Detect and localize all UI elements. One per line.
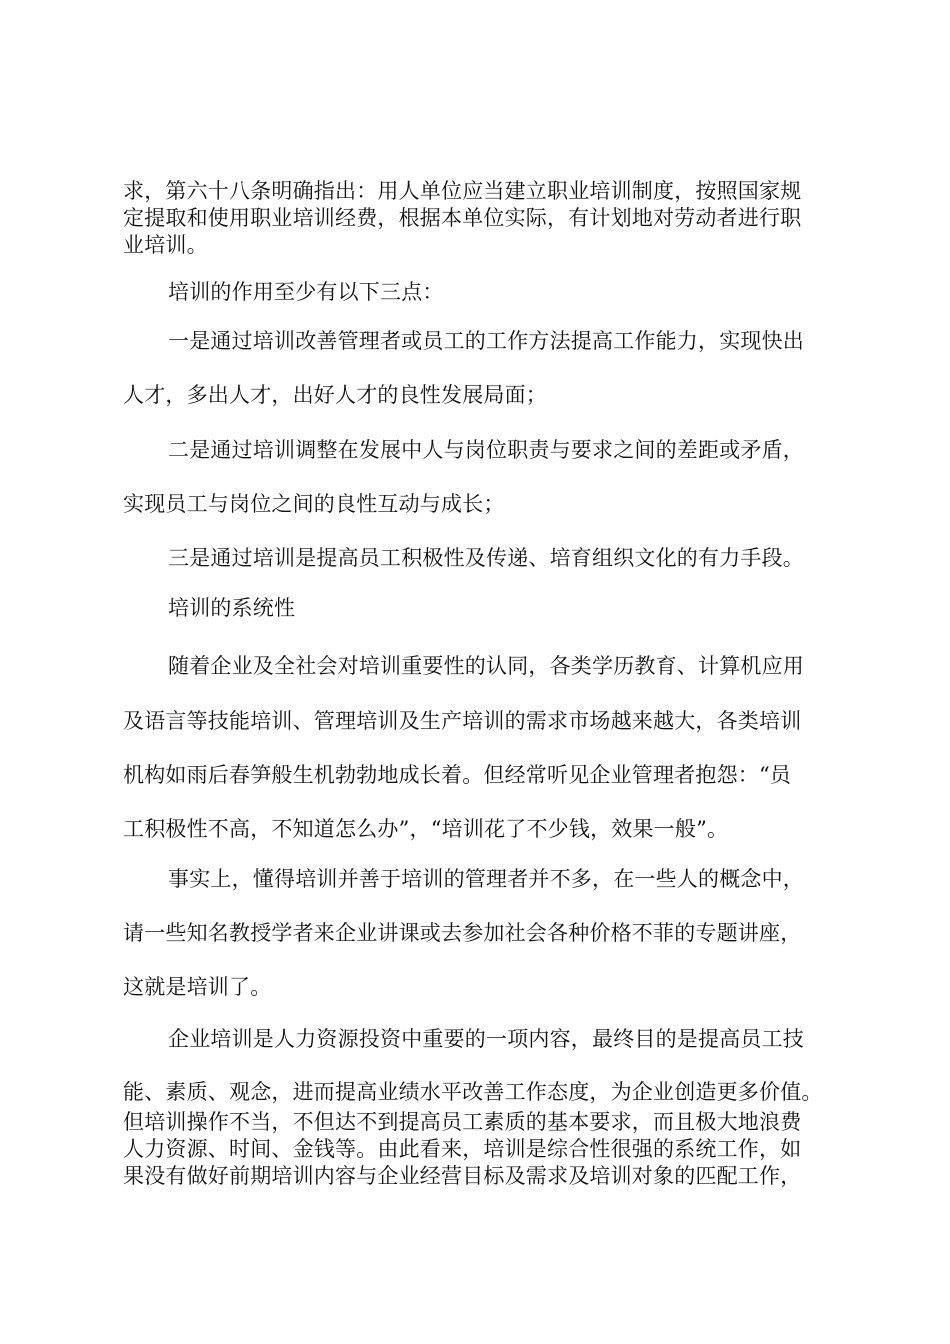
text-line: 二是通过培训调整在发展中人与岗位职责与要求之间的差距或矛盾， (168, 438, 804, 462)
text-line: 这就是培训了。 (123, 975, 272, 999)
text-line: 事实上，懂得培训并善于培训的管理者并不多，在一些人的概念中， (168, 867, 804, 891)
paragraph-three: 三是通过培训是提高员工积极性及传递、培育组织文化的有力手段。 (168, 546, 804, 570)
text-line: 请一些知名教授学者来企业讲课或去参加社会各种价格不菲的专题讲座， (123, 921, 802, 945)
text-line: 能、素质、观念，进而提高业绩水平改善工作态度，为企业创造更多价值。 (123, 1080, 823, 1104)
section-heading: 培训的系统性 (168, 596, 296, 620)
text-line: 果没有做好前期培训内容与企业经营目标及需求及培训对象的匹配工作， (123, 1164, 802, 1188)
text-line: 业培训。 (123, 233, 208, 257)
text-line: 但培训操作不当，不但达不到提高员工素质的基本要求，而且极大地浪费 (123, 1110, 802, 1134)
text-line: 实现员工与岗位之间的良性互动与成长； (123, 492, 505, 516)
text-line: 随着企业及全社会对培训重要性的认同，各类学历教育、计算机应用 (168, 654, 804, 678)
text-line: 求，第六十八条明确指出：用人单位应当建立职业培训制度，按照国家规 (123, 179, 802, 203)
text-line: 人力资源、时间、金钱等。由此看来，培训是综合性很强的系统工作，如 (123, 1137, 802, 1161)
text-line: 一是通过培训改善管理者或员工的工作方法提高工作能力，实现快出 (168, 329, 804, 353)
paragraph-roles-intro: 培训的作用至少有以下三点： (168, 280, 444, 304)
text-line: 工积极性不高，不知道怎么办”，“培训花了不少钱，效果一般”。 (123, 817, 729, 841)
text-line: 定提取和使用职业培训经费，根据本单位实际，有计划地对劳动者进行职 (123, 206, 802, 230)
text-line: 及语言等技能培训、管理培训及生产培训的需求市场越来越大，各类培训 (123, 709, 802, 733)
text-line: 机构如雨后春笋般生机勃勃地成长着。但经常听见企业管理者抱怨：“员 (123, 763, 792, 787)
text-line: 企业培训是人力资源投资中重要的一项内容，最终目的是提高员工技 (168, 1027, 804, 1051)
text-line: 人才，多出人才，出好人才的良性发展局面； (123, 383, 547, 407)
